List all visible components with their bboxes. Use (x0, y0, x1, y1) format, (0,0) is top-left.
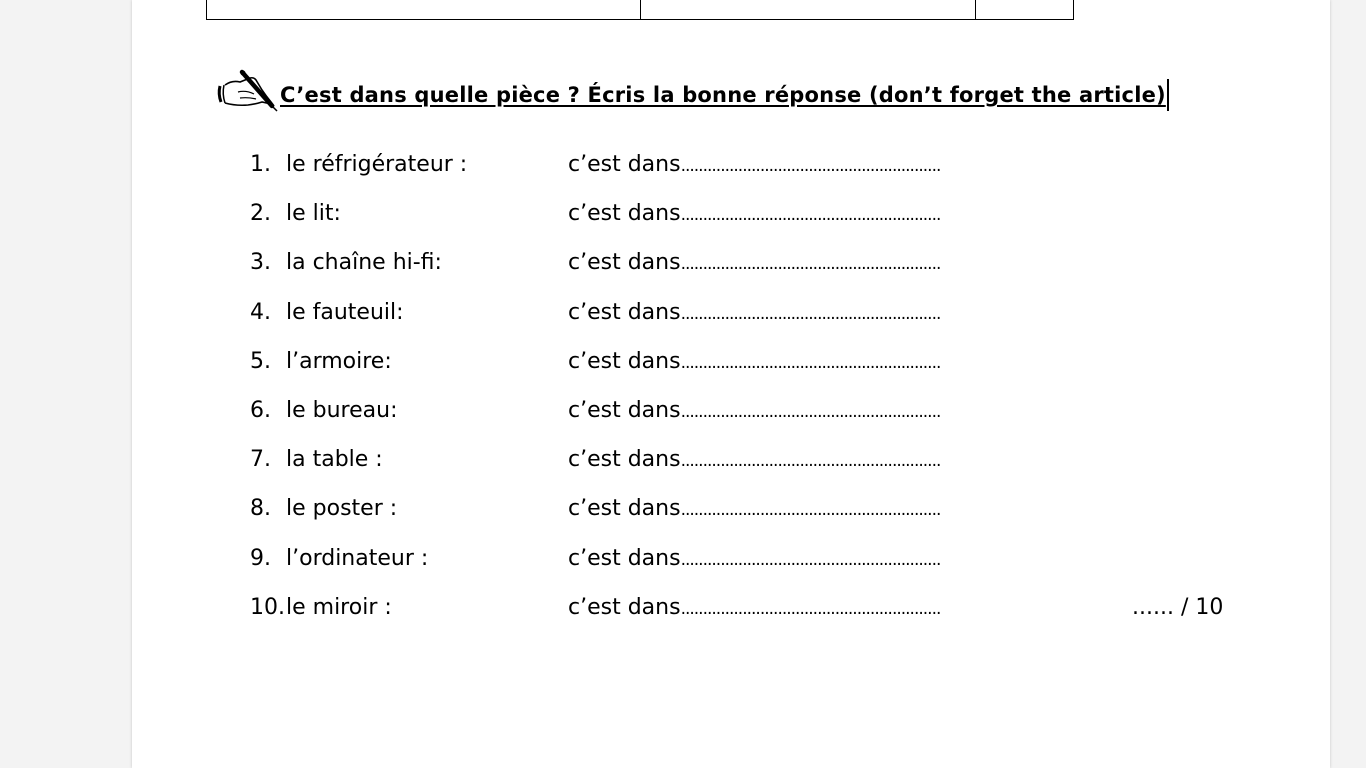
answer-prefix: c’est dans (568, 594, 681, 620)
table-cell[interactable] (976, 0, 1074, 19)
writing-hand-icon (216, 68, 278, 112)
answer-prefix: c’est dans (568, 152, 681, 177)
heading-text: C’est dans quelle pièce ? Écris la bonne réponse (don’t forget the article) (280, 83, 1166, 107)
answer-blank[interactable] (568, 349, 940, 374)
document-page[interactable] (132, 0, 1330, 768)
exercise-item[interactable] (250, 199, 1230, 248)
exercise-item[interactable] (250, 396, 1230, 445)
item-number: 2. (250, 201, 271, 227)
item-word: le réfrigérateur : (286, 152, 468, 177)
answer-blank[interactable] (568, 546, 940, 571)
table-bottom-edge (206, 0, 1074, 20)
answer-dots[interactable]: ........................................................... (680, 451, 941, 472)
answer-blank[interactable] (568, 250, 940, 275)
exercise-item[interactable] (250, 248, 1230, 297)
answer-dots[interactable]: ........................................................... (680, 500, 941, 521)
item-number: 1. (250, 152, 271, 177)
answer-prefix: c’est dans (568, 299, 681, 325)
answer-dots[interactable]: ........................................................... (680, 598, 941, 619)
score-box: ...... / 10 (1132, 594, 1224, 620)
item-number: 10. (250, 594, 285, 620)
table-cell[interactable] (641, 0, 976, 19)
answer-dots[interactable]: ........................................................... (680, 549, 941, 570)
answer-dots[interactable]: ........................................................... (680, 156, 941, 176)
item-word: le poster : (286, 496, 398, 522)
answer-dots[interactable]: ........................................................... (680, 254, 941, 275)
exercise-item[interactable] (250, 544, 1230, 593)
answer-prefix: c’est dans (568, 496, 681, 522)
exercise-item[interactable] (250, 593, 1230, 642)
answer-prefix: c’est dans (568, 397, 681, 423)
item-word: le lit: (286, 201, 341, 227)
answer-blank[interactable] (568, 152, 940, 177)
answer-blank[interactable] (568, 300, 940, 325)
answer-blank[interactable] (568, 496, 940, 521)
exercise-item[interactable] (250, 298, 1230, 347)
answer-prefix: c’est dans (568, 447, 681, 473)
item-word: le bureau: (286, 397, 398, 423)
exercise-list (250, 150, 1230, 642)
answer-blank[interactable] (568, 398, 940, 423)
answer-blank[interactable] (568, 201, 940, 226)
item-word: le fauteuil: (286, 299, 404, 325)
answer-dots[interactable]: ........................................................... (680, 352, 941, 373)
item-number: 7. (250, 447, 271, 473)
answer-blank[interactable] (568, 447, 940, 472)
item-word: l’armoire: (286, 348, 392, 374)
item-number: 4. (250, 299, 271, 325)
answer-prefix: c’est dans (568, 250, 681, 276)
answer-prefix: c’est dans (568, 348, 681, 374)
answer-dots[interactable]: ........................................................... (680, 401, 941, 422)
exercise-item[interactable] (250, 445, 1230, 494)
text-cursor (1167, 79, 1169, 111)
answer-dots[interactable]: ........................................................... (680, 303, 941, 324)
item-word: le miroir : (286, 594, 392, 620)
answer-dots[interactable]: ........................................................... (680, 205, 941, 226)
item-number: 9. (250, 545, 271, 571)
item-number: 5. (250, 348, 271, 374)
answer-prefix: c’est dans (568, 201, 681, 227)
exercise-item[interactable] (250, 150, 1230, 199)
exercise-item[interactable] (250, 494, 1230, 543)
item-word: l’ordinateur : (286, 545, 429, 571)
item-number: 3. (250, 250, 271, 276)
item-word: la chaîne hi-fi: (286, 250, 442, 276)
table-cell[interactable] (207, 0, 641, 19)
item-number: 6. (250, 397, 271, 423)
exercise-heading[interactable] (216, 62, 1169, 112)
exercise-item[interactable] (250, 347, 1230, 396)
item-number: 8. (250, 496, 271, 522)
answer-blank[interactable] (568, 595, 940, 620)
item-word: la table : (286, 447, 383, 473)
answer-prefix: c’est dans (568, 545, 681, 571)
